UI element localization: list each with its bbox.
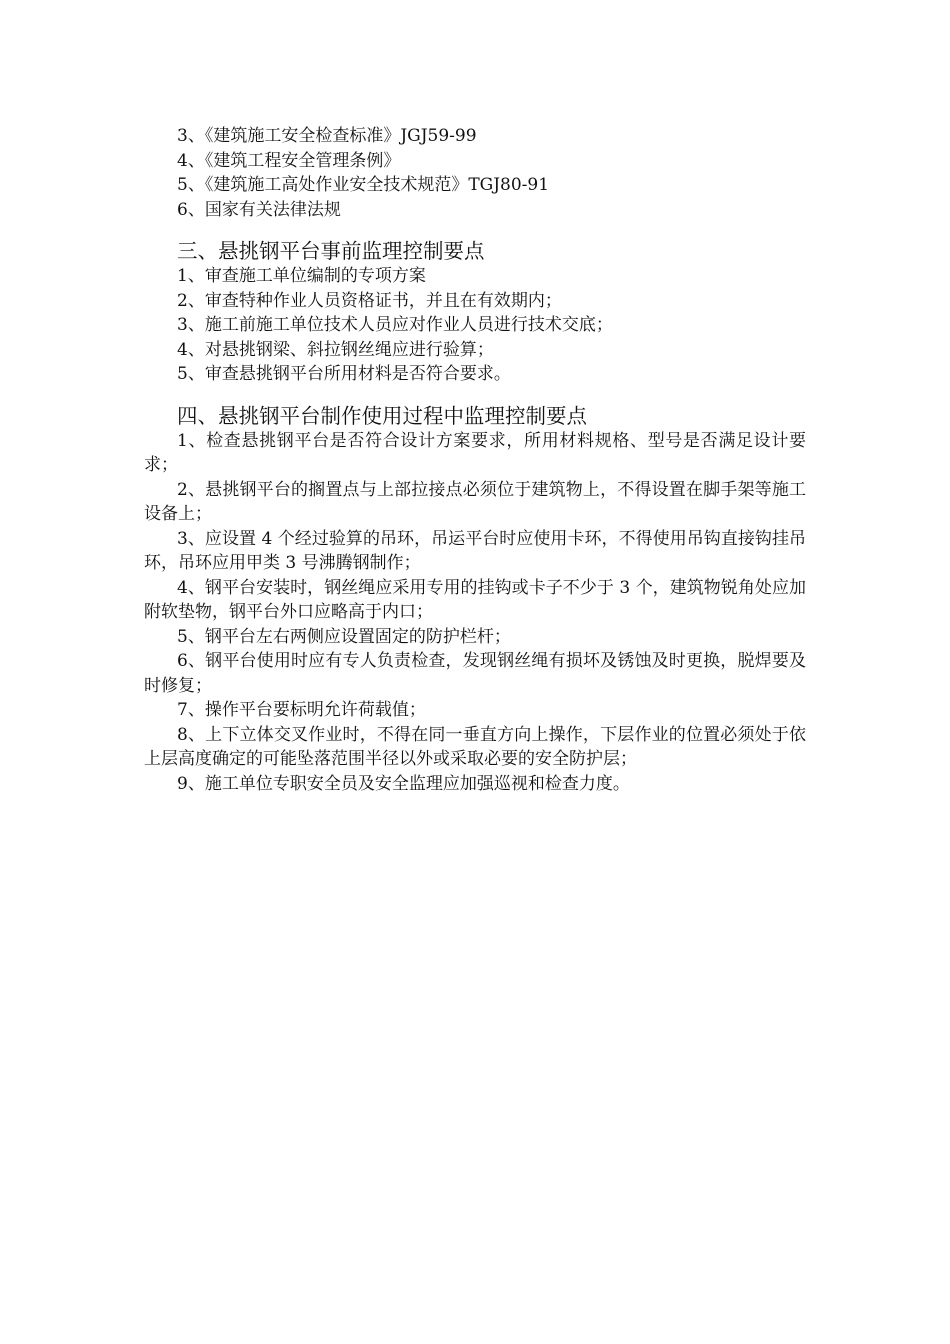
reference-list (144, 124, 806, 222)
list-item: 1、检查悬挑钢平台是否符合设计方案要求，所用材料规格、型号是否满足设计要求； (144, 430, 806, 475)
reference-item: 3、《建筑施工安全检查标准》JGJ59-99 (177, 126, 477, 146)
list-item: 4、对悬挑钢梁、斜拉钢丝绳应进行验算； (177, 339, 494, 360)
list-item: 3、施工前施工单位技术人员应对作业人员进行技术交底； (177, 315, 613, 335)
list-item: 5、钢平台左右两侧应设置固定的防护栏杆； (177, 626, 511, 647)
list-item: 2、悬挑钢平台的搁置点与上部拉接点必须位于建筑物上，不得设置在脚手架等施工设备上； (144, 479, 806, 524)
list-item: 7、操作平台要标明允许荷载值； (177, 700, 426, 720)
spacer (144, 222, 806, 238)
reference-item: 4、《建筑工程安全管理条例》 (177, 150, 401, 171)
section-heading: 四、悬挑钢平台制作使用过程中监理控制要点 (177, 403, 587, 428)
list-item: 5、审查悬挑钢平台所用材料是否符合要求。 (177, 364, 511, 384)
reference-item: 5、《建筑施工高处作业安全技术规范》TGJ80-91 (177, 175, 550, 195)
list-item: 2、审查特种作业人员资格证书，并且在有效期内； (177, 290, 562, 311)
list-item: 1、审查施工单位编制的专项方案 (177, 266, 426, 286)
list-item: 8、上下立体交叉作业时，不得在同一垂直方向上操作，下层作业的位置必须处于依上层高度确定的可能坠落范围半径以外或采取必要的安全防护层； (144, 724, 806, 769)
list-item: 4、钢平台安装时，钢丝绳应采用专用的挂钩或卡子不少于 3 个，建筑物锐角处应加附软垫物，钢平台外口应略高于内口； (144, 577, 806, 622)
spacer (144, 387, 806, 403)
reference-item: 6、国家有关法律法规 (177, 199, 341, 220)
document-page (144, 124, 806, 796)
section-process-control (144, 403, 806, 797)
section-heading: 三、悬挑钢平台事前监理控制要点 (177, 239, 485, 263)
list-item: 3、应设置 4 个经过验算的吊环，吊运平台时应使用卡环，不得使用吊钩直接钩挂吊环，吊环应用甲类 3 号沸腾钢制作； (144, 528, 806, 573)
section-pre-control (144, 238, 806, 387)
list-item: 9、施工单位专职安全员及安全监理应加强巡视和检查力度。 (177, 773, 630, 794)
list-item: 6、钢平台使用时应有专人负责检查，发现钢丝绳有损坏及锈蚀及时更换，脱焊要及时修复； (144, 651, 806, 696)
